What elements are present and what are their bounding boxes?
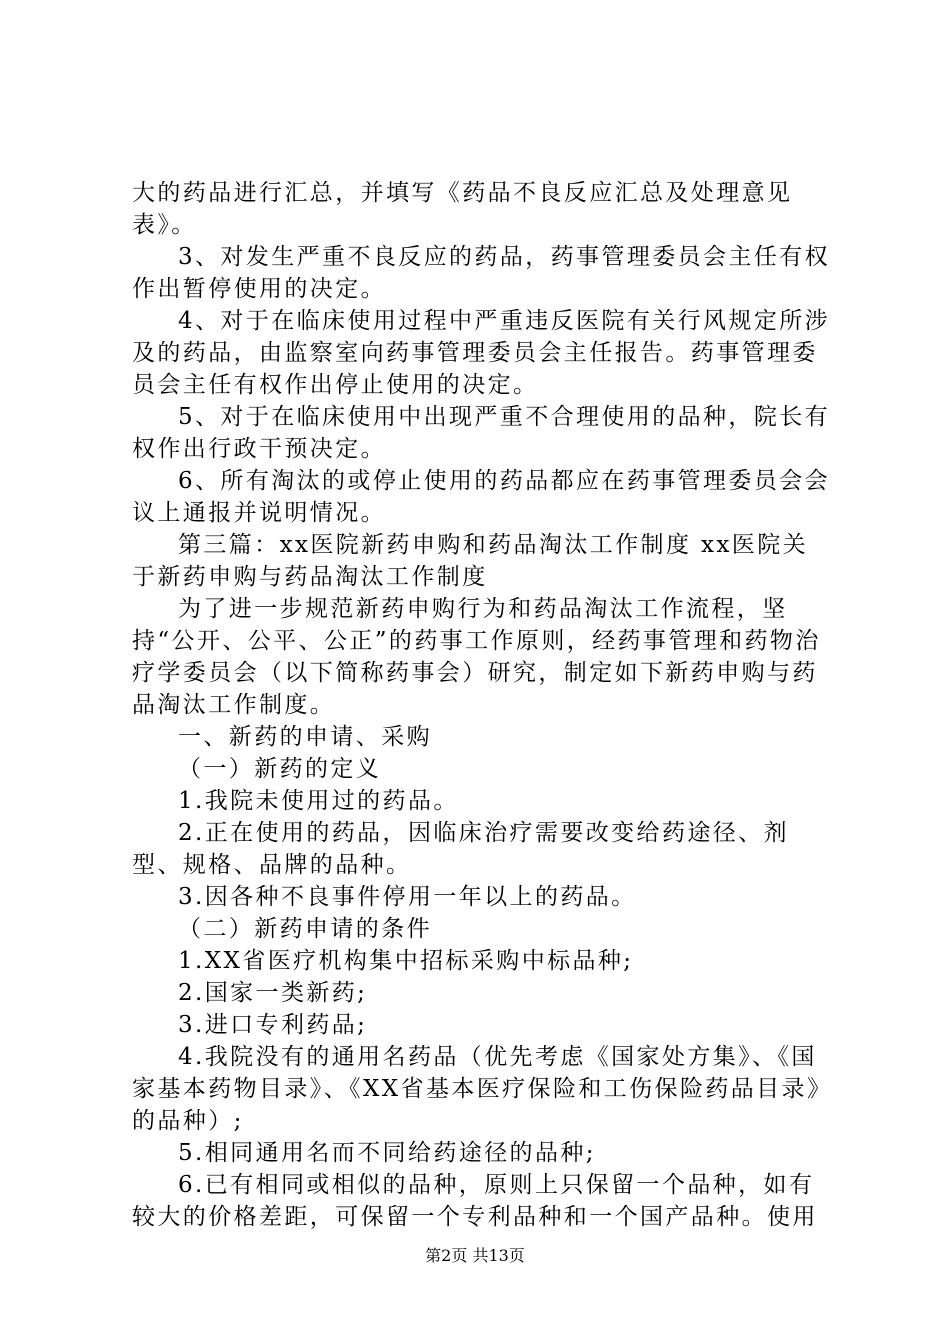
paragraph: 6、所有淘汰的或停止使用的药品都应在药事管理委员会会议上通报并说明情况。 (132, 468, 831, 526)
list-item: 3.因各种不良事件停用一年以上的药品。 (178, 884, 637, 910)
list-item: 2.正在使用的药品，因临床治疗需要改变给药途径、剂型、规格、品牌的品种。 (132, 820, 789, 878)
page-number: 第2页 共13页 (425, 1246, 525, 1265)
list-item: 1.我院未使用过的药品。 (178, 788, 459, 814)
section-heading: 第三篇：xx医院新药申购和药品淘汰工作制度 xx医院关于新药申购与药品淘汰工作制度 (132, 532, 808, 590)
document-body (132, 177, 832, 1233)
subsection-heading: （一）新药的定义 (178, 756, 382, 782)
list-item: 4.我院没有的通用名药品（优先考虑《国家处方集》、《国家基本药物目录》、《XX省基本医疗保险和工伤保险药品目录》的品种）; (132, 1044, 821, 1134)
paragraph: 大的药品进行汇总，并填写《药品不良反应汇总及处理意见表》。 (132, 180, 793, 238)
subsection-heading: （二）新药申请的条件 (178, 916, 432, 942)
list-item: 6.已有相同或相似的品种，原则上只保留一个品种，如有较大的价格差距，可保留一个专利品种和一个国产品种。使用 (132, 1172, 818, 1230)
paragraph: 3、对发生严重不良反应的药品，药事管理委员会主任有权作出暂停使用的决定。 (132, 244, 831, 302)
list-item: 1.XX省医疗机构集中招标采购中标品种; (178, 948, 634, 974)
paragraph: 4、对于在临床使用过程中严重违反医院有关行风规定所涉及的药品，由监察室向药事管理委员会主任报告。药事管理委员会主任有权作出停止使用的决定。 (132, 308, 831, 398)
paragraph: 5、对于在临床使用中出现严重不合理使用的品种，院长有权作出行政干预决定。 (132, 404, 831, 462)
section-heading: 一、新药的申请、采购 (178, 724, 432, 750)
list-item: 3.进口专利药品; (178, 1012, 368, 1038)
list-item: 2.国家一类新药; (178, 980, 368, 1006)
paragraph: 为了进一步规范新药申购行为和药品淘汰工作流程，坚持“公开、公平、公正”的药事工作原则，经药事管理和药物治疗学委员会（以下简称药事会）研究，制定如下新药申购与药品淘汰工作制度。 (132, 596, 821, 718)
list-item: 5.相同通用名而不同给药途径的品种; (178, 1140, 596, 1166)
